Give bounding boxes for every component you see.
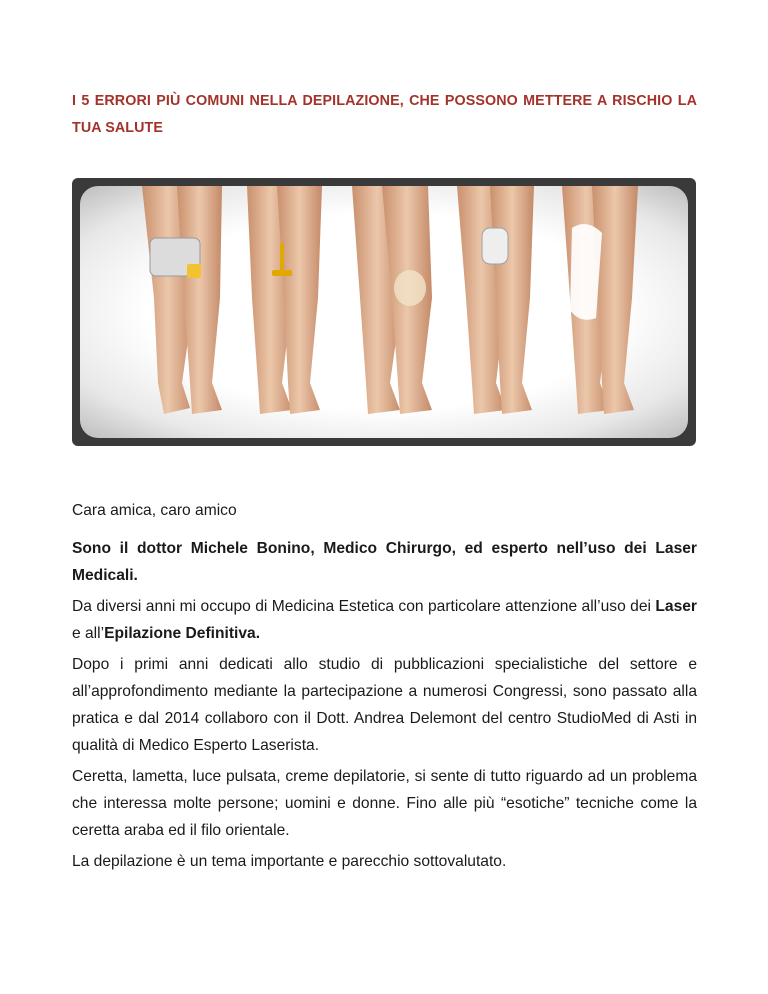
leg-wax bbox=[352, 186, 432, 414]
page-title: I 5 ERRORI PIÙ COMUNI NELLA DEPILAZIONE, CHE POSSONO METTERE A RISCHIO LA TUA SALUTE bbox=[72, 93, 697, 136]
leg-laser bbox=[142, 186, 222, 414]
legs-illustration bbox=[72, 178, 696, 446]
paragraph-laser: Da diversi anni mi occupo di Medicina Estetica con particolare attenzione all’uso dei Laser e all’Epilazione Definitiva. bbox=[72, 598, 697, 642]
greeting: Cara amica, caro amico bbox=[72, 502, 237, 519]
intro-paragraph: Sono il dottor Michele Bonino, Medico Chirurgo, ed esperto nell’uso dei Laser Medicali. bbox=[72, 540, 697, 584]
razor-icon bbox=[272, 270, 292, 276]
paragraph-conclusion: La depilazione è un tema importante e parecchio sottovalutato. bbox=[72, 853, 507, 870]
legs-photo bbox=[72, 178, 696, 446]
epilator-icon bbox=[482, 228, 508, 264]
leg-cream bbox=[562, 186, 638, 414]
leg-epilator bbox=[457, 186, 534, 414]
paragraph-methods: Ceretta, lametta, luce pulsata, creme depilatorie, si sente di tutto riguardo ad un problema che interessa molte persone; uomini e donne. Fino alle più “esotiche” tecniche come la ceretta araba ed il filo orientale. bbox=[72, 768, 697, 839]
paragraph-experience: Dopo i primi anni dedicati allo studio di pubblicazioni specialistiche del settore e all’approfondimento mediante la partecipazione a numerosi Congressi, sono passato alla pratica e dal 2014 collaboro con il Dott. Andrea Delemont del centro StudioMed di Asti in qualità di Medico Esperto Laserista. bbox=[72, 656, 697, 754]
leg-razor bbox=[247, 186, 322, 414]
